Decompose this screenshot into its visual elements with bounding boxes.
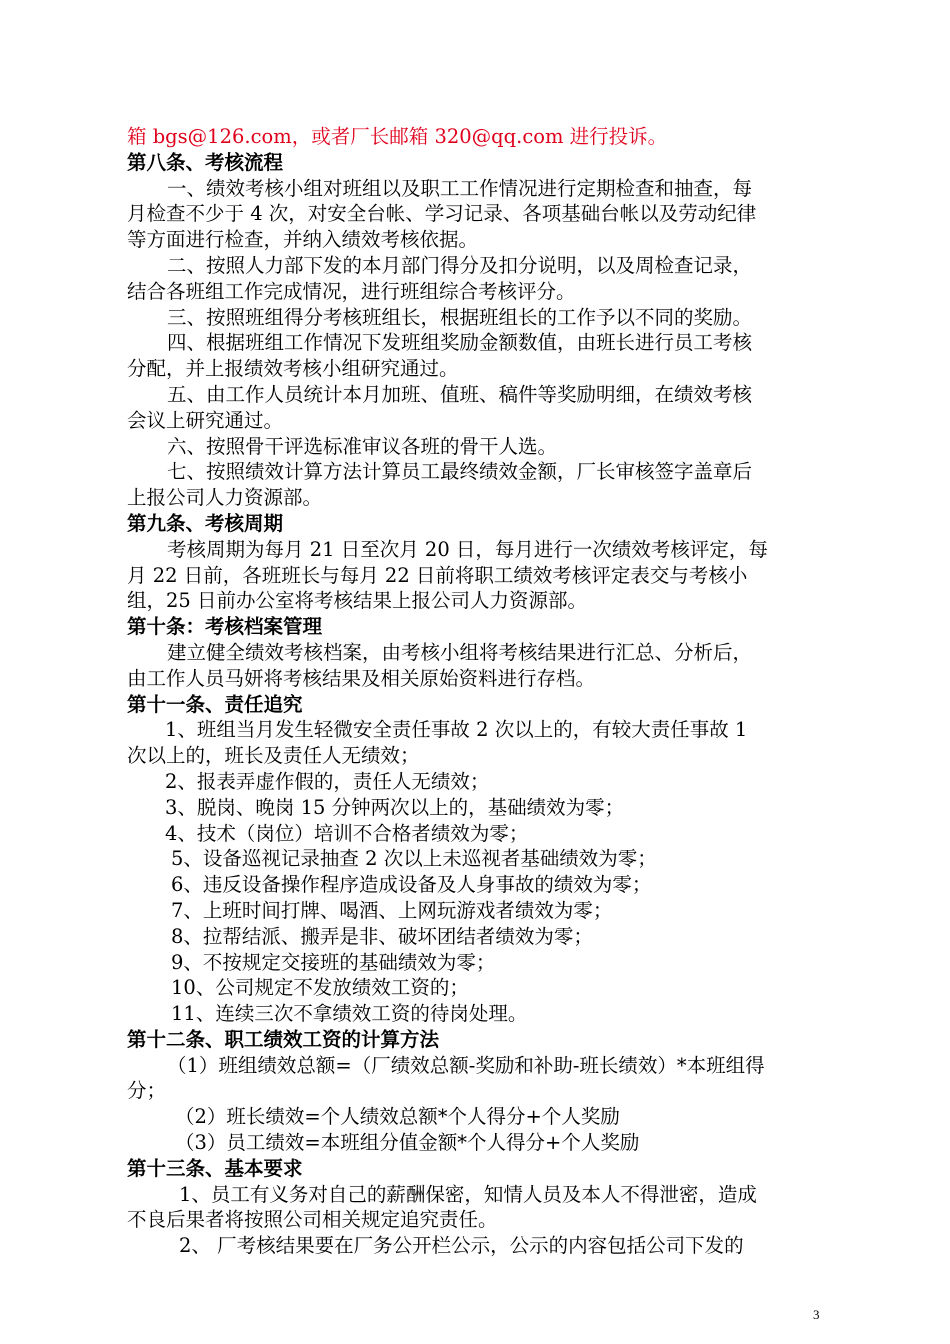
text-line: 分； xyxy=(127,1079,167,1103)
text-line: 2、 厂考核结果要在厂务公开栏公示，公示的内容包括公司下发的 xyxy=(179,1234,744,1258)
text-line: 不良后果者将按照公司相关规定追究责任。 xyxy=(127,1208,498,1232)
text-line: 建立健全绩效考核档案，由考核小组将考核结果进行汇总、分析后， xyxy=(167,640,753,664)
text-line: 7、上班时间打牌、喝酒、上网玩游戏者绩效为零； xyxy=(171,898,613,922)
text-line: 等方面进行检查，并纳入绩效考核依据。 xyxy=(127,228,479,252)
document-body xyxy=(127,124,825,1259)
section-heading: 第八条、考核流程 xyxy=(127,150,284,174)
section-heading: 第十条：考核档案管理 xyxy=(127,615,323,639)
section-heading: 第十一条、责任追究 xyxy=(127,692,303,716)
page-number: 3 xyxy=(813,1307,820,1322)
text-line: 6、违反设备操作程序造成设备及人身事故的绩效为零； xyxy=(171,873,652,897)
text-line: 4、技术（岗位）培训不合格者绩效为零； xyxy=(165,821,529,845)
text-line: 二、按照人力部下发的本月部门得分及扣分说明，以及周检查记录， xyxy=(167,253,753,277)
text-line: 次以上的，班长及责任人无绩效； xyxy=(127,744,420,768)
text-line: 11、连续三次不拿绩效工资的待岗处理。 xyxy=(171,1002,528,1026)
text-line: 2、报表弄虚作假的，责任人无绩效； xyxy=(165,769,490,793)
text-line: 由工作人员马妍将考核结果及相关原始资料进行存档。 xyxy=(127,666,596,690)
text-line: 组，25 日前办公室将考核结果上报公司人力资源部。 xyxy=(127,589,588,613)
section-heading: 第九条、考核周期 xyxy=(127,511,284,535)
text-line: 9、不按规定交接班的基础绩效为零； xyxy=(171,950,496,974)
text-line: 10、公司规定不发放绩效工资的； xyxy=(171,976,469,1000)
text-line: 一、绩效考核小组对班组以及职工工作情况进行定期检查和抽查，每 xyxy=(167,176,753,200)
text-line: 5、设备巡视记录抽查 2 次以上未巡视者基础绩效为零； xyxy=(171,847,657,871)
text-line: 1、班组当月发生轻微安全责任事故 2 次以上的，有较大责任事故 1 xyxy=(165,718,748,742)
text-line: 1、员工有义务对自己的薪酬保密，知情人员及本人不得泄密，造成 xyxy=(179,1182,757,1206)
text-line: 三、按照班组得分考核班组长，根据班组长的工作予以不同的奖励。 xyxy=(167,305,753,329)
text-line: 上报公司人力资源部。 xyxy=(127,486,323,510)
text-line: 四、根据班组工作情况下发班组奖励金额数值，由班长进行员工考核 xyxy=(167,331,753,355)
section-heading: 第十三条、基本要求 xyxy=(127,1156,303,1180)
text-line: 箱 bgs@126.com，或者厂长邮箱 320@qq.com 进行投诉。 xyxy=(127,125,668,148)
text-line: 月检查不少于 4 次，对安全台帐、学习记录、各项基础台帐以及劳动纪律 xyxy=(127,202,757,226)
text-line: （3）员工绩效=本班组分值金额*个人得分+个人奖励 xyxy=(175,1131,640,1155)
text-line: 8、拉帮结派、搬弄是非、破坏团结者绩效为零； xyxy=(171,924,593,948)
text-line: 分配，并上报绩效考核小组研究通过。 xyxy=(127,357,459,381)
text-line: （1）班组绩效总额=（厂绩效总额-奖励和补助-班长绩效）*本班组得 xyxy=(167,1053,765,1077)
text-line: 考核周期为每月 21 日至次月 20 日，每月进行一次绩效考核评定，每 xyxy=(167,537,768,561)
text-line: 六、按照骨干评选标准审议各班的骨干人选。 xyxy=(167,434,558,458)
text-line: 七、按照绩效计算方法计算员工最终绩效金额，厂长审核签字盖章后 xyxy=(167,460,753,484)
text-line: 结合各班组工作完成情况，进行班组综合考核评分。 xyxy=(127,279,576,303)
text-line: 会议上研究通过。 xyxy=(127,408,284,432)
text-line: 月 22 日前，各班班长与每月 22 日前将职工绩效考核评定表交与考核小 xyxy=(127,563,748,587)
text-line: 五、由工作人员统计本月加班、值班、稿件等奖励明细，在绩效考核 xyxy=(167,382,753,406)
section-heading: 第十二条、职工绩效工资的计算方法 xyxy=(127,1027,440,1051)
text-line: 3、脱岗、晚岗 15 分钟两次以上的，基础绩效为零； xyxy=(165,795,625,819)
text-line: （2）班长绩效=个人绩效总额*个人得分+个人奖励 xyxy=(175,1105,620,1129)
